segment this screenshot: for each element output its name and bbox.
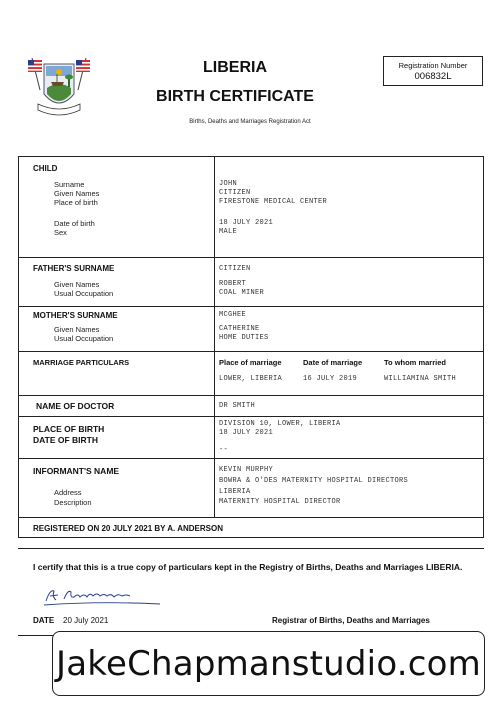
registrar-title: Registrar of Births, Deaths and Marriages [272, 616, 430, 625]
column-divider [214, 156, 215, 517]
registered-statement: REGISTERED ON 20 JULY 2021 BY A. ANDERSON [33, 524, 223, 533]
registration-number: 006832L [414, 71, 452, 82]
marriage-date: 16 JULY 2019 [303, 375, 358, 383]
marriage-date-column: Date of marriage [303, 358, 363, 367]
liberia-seal [24, 50, 94, 125]
row-divider [18, 351, 484, 352]
mother-occupation-label: Usual Occupation [54, 334, 114, 343]
birth-date: 18 JULY 2021 [219, 429, 274, 437]
child-date-of-birth-label: Date of birth [54, 219, 95, 228]
registration-number-box [383, 56, 483, 86]
informant-address: LIBERIA [219, 488, 251, 496]
mother-occupation: HOME DUTIES [219, 334, 269, 342]
document-title: BIRTH CERTIFICATE [156, 88, 314, 105]
child-place-of-birth: FIRESTONE MEDICAL CENTER [219, 198, 328, 206]
father-occupation-label: Usual Occupation [54, 289, 114, 298]
watermark-text: JakeChapmanstudio.com [56, 643, 481, 684]
marriage-spouse: WILLIAMINA SMITH [384, 375, 457, 383]
birth-extra: -- [219, 446, 229, 454]
father-given-names: ROBERT [219, 280, 247, 288]
child-given-names-label: Given Names [54, 189, 100, 198]
date-of-birth-heading: DATE OF BIRTH [33, 435, 99, 445]
marriage-heading: MARRIAGE PARTICULARS [33, 358, 130, 367]
country-title: LIBERIA [203, 59, 267, 76]
father-given-names-label: Given Names [54, 280, 100, 289]
row-divider [18, 306, 484, 307]
child-given-names: CITIZEN [219, 189, 251, 197]
birth-place: DIVISION 10, LOWER, LIBERIA [219, 420, 341, 428]
child-surname-label: Surname [54, 180, 85, 189]
marriage-whom-column: To whom married [384, 358, 446, 367]
mother-given-names: CATHERINE [219, 325, 260, 333]
registration-number-label: Registration Number [398, 61, 468, 70]
informant-heading: INFORMANT'S NAME [33, 466, 120, 476]
father-occupation: COAL MINER [219, 289, 265, 297]
doctor-heading: NAME OF DOCTOR [36, 401, 115, 411]
row-divider [18, 416, 484, 417]
mother-given-names-label: Given Names [54, 325, 100, 334]
row-divider [18, 517, 484, 518]
informant-description: MATERNITY HOSPITAL DIRECTOR [219, 498, 341, 506]
watermark-banner [52, 631, 485, 696]
row-divider [18, 257, 484, 258]
mother-heading: MOTHER'S SURNAME [33, 311, 118, 320]
mother-surname: MCGHEE [219, 311, 247, 319]
marriage-place: LOWER, LIBERIA [219, 375, 283, 383]
informant-organization: BOWRA & O'DES MATERNITY HOSPITAL DIRECTORS [219, 477, 409, 485]
place-of-birth-heading: PLACE OF BIRTH [33, 424, 105, 434]
informant-description-label: Description [54, 498, 92, 507]
date-label: DATE [33, 616, 55, 625]
informant-address-label: Address [54, 488, 82, 497]
marriage-place-column: Place of marriage [219, 358, 282, 367]
registrar-signature [40, 583, 165, 609]
certification-text: I certify that this is a true copy of particulars kept in the Registry of Births, Deaths and Marriages LIBERIA. [33, 562, 463, 572]
doctor-name: DR SMITH [219, 402, 256, 410]
father-heading: FATHER'S SURNAME [33, 264, 115, 273]
child-sex-label: Sex [54, 228, 67, 237]
child-date-of-birth: 18 JULY 2021 [219, 219, 274, 227]
child-sex: MALE [219, 228, 238, 236]
registration-act: Births, Deaths and Marriages Registration Act [189, 119, 311, 125]
child-surname: JOHN [219, 180, 238, 188]
row-divider [18, 395, 484, 396]
child-place-of-birth-label: Place of birth [54, 198, 98, 207]
certification-date: 20 July 2021 [63, 616, 109, 625]
informant-name: KEVIN MURPHY [219, 466, 274, 474]
child-heading: CHILD [33, 164, 58, 173]
row-divider [18, 458, 484, 459]
father-surname: CITIZEN [219, 265, 251, 273]
